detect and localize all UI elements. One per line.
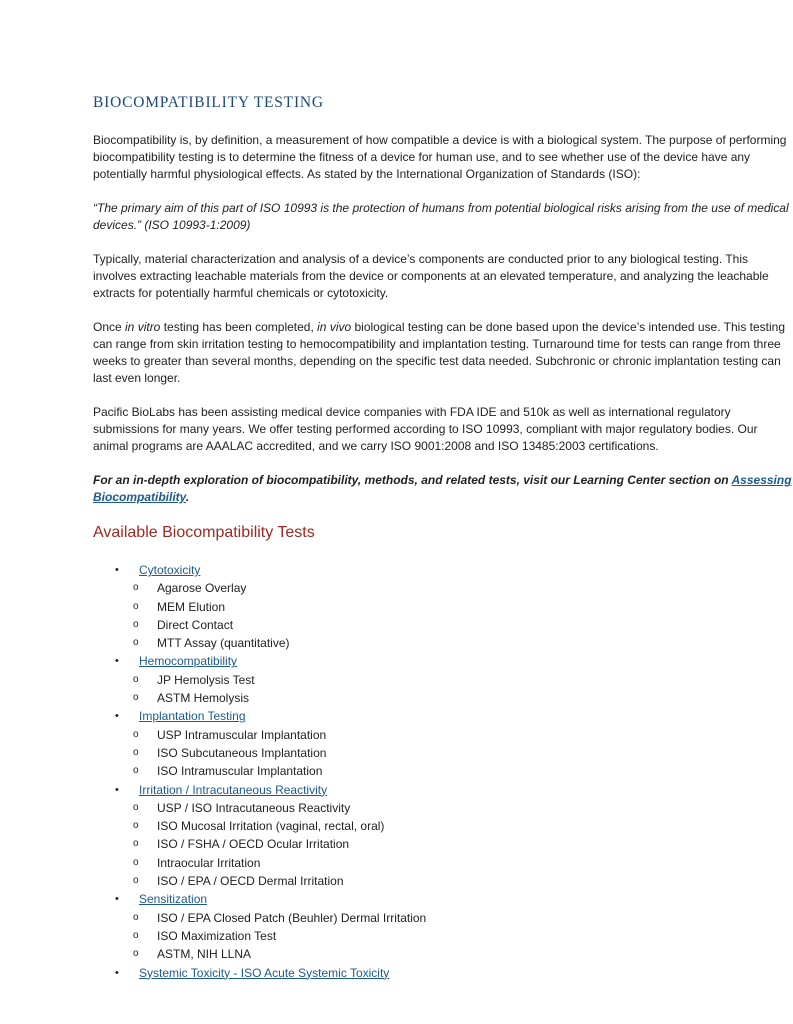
subtest-label: JP Hemolysis Test xyxy=(157,672,255,687)
invivo-once: Once xyxy=(93,320,126,334)
subtest-label: ASTM, NIH LLNA xyxy=(157,947,252,962)
subtest-label: Direct Contact xyxy=(157,617,234,632)
bullet-icon: • xyxy=(115,564,119,576)
pacific-biolabs-paragraph: Pacific BioLabs has been assisting medical device companies with FDA IDE and 510k as well as international regulatory submissions for many years. We offer testing performed according to ISO 10993, compliant with major regulatory bodies. Our animal programs are AAALAC accredited, and we carry ISO 9001:2008 and ISO 13485:2003 certifications. xyxy=(93,405,758,453)
subtest-list xyxy=(133,671,793,708)
subtest-item xyxy=(133,726,793,744)
subtest-item xyxy=(133,799,793,817)
subtest-label: MEM Elution xyxy=(157,599,226,614)
subtest-item xyxy=(133,945,793,963)
invivo-paragraph xyxy=(93,319,793,387)
subtest-item xyxy=(133,872,793,890)
circle-bullet-icon: o xyxy=(133,618,139,630)
tests-list xyxy=(93,561,793,982)
circle-bullet-icon: o xyxy=(133,582,139,594)
circle-bullet-icon: o xyxy=(133,801,139,813)
subtest-item xyxy=(133,927,793,945)
section-title: Available Biocompatibility Tests xyxy=(93,524,315,541)
bullet-icon: • xyxy=(115,966,119,979)
subtest-list xyxy=(133,726,793,781)
subtest-label: USP Intramuscular Implantation xyxy=(157,727,327,742)
subtest-item xyxy=(133,598,793,616)
subtest-item xyxy=(133,671,793,689)
test-category-link[interactable]: Cytotoxicity xyxy=(139,563,201,577)
subtest-item xyxy=(133,817,793,835)
test-category-item xyxy=(93,890,793,963)
test-category-link[interactable]: Systemic Toxicity - ISO Acute Systemic Toxicity xyxy=(139,965,390,980)
circle-bullet-icon: o xyxy=(133,875,139,887)
subtest-item xyxy=(133,854,793,872)
circle-bullet-icon: o xyxy=(133,820,139,832)
invivo-mid: testing has been completed, xyxy=(160,320,318,334)
subtest-item xyxy=(133,909,793,927)
test-category-item xyxy=(93,561,793,652)
subtest-item xyxy=(133,689,793,707)
subtest-label: Agarose Overlay xyxy=(157,581,247,596)
subtest-label: USP / ISO Intracutaneous Reactivity xyxy=(157,800,351,815)
circle-bullet-icon: o xyxy=(133,929,139,941)
subtest-item xyxy=(133,762,793,780)
subtest-list xyxy=(133,799,793,890)
subtest-label: ASTM Hemolysis xyxy=(157,691,250,706)
circle-bullet-icon: o xyxy=(133,856,139,868)
learning-center-callout xyxy=(93,472,793,506)
characterization-paragraph: Typically, material characterization and analysis of a device’s components are conducted prior to any biological testing. This involves extracting leachable materials from the device or components at an elevated temperature, and analyzing the leachable extracts for potentially harmful chemicals or cytotoxicity. xyxy=(93,252,769,300)
test-category-link[interactable]: Irritation / Intracutaneous Reactivity xyxy=(139,782,328,797)
subtest-list xyxy=(133,909,793,964)
invivo-rest: biological testing can be done based upon the device’s intended use. This testing can range from skin irritation testing to hemocompatibility and implantation testing. Turnaround time for tests can range from three weeks to greater than several months, depending on the specific test data needed. Subchronic or chronic implantation testing can last even longer. xyxy=(93,320,786,385)
subtest-label: MTT Assay (quantitative) xyxy=(157,636,290,651)
subtest-label: ISO / FSHA / OECD Ocular Irritation xyxy=(157,837,350,852)
subtest-item xyxy=(133,634,793,652)
circle-bullet-icon: o xyxy=(133,692,139,704)
subtest-label: Intraocular Irritation xyxy=(157,855,261,870)
circle-bullet-icon: o xyxy=(133,728,139,740)
bullet-icon: • xyxy=(115,783,119,796)
subtest-list xyxy=(133,579,793,652)
subtest-label: ISO Maximization Test xyxy=(157,928,277,943)
test-category-item xyxy=(93,707,793,780)
subtest-item xyxy=(133,579,793,597)
article-body xyxy=(93,94,793,982)
test-category-link[interactable]: Hemocompatibility xyxy=(139,654,238,669)
circle-bullet-icon: o xyxy=(133,746,139,758)
intro-paragraph: Biocompatibility is, by definition, a measurement of how compatible a device is with a biological system. The purpose of performing biocompatibility testing is to determine the fitness of a device for human use, and to see whether use of the device have any potentially harmful physiological effects. As stated by the International Organization of Standards (ISO): xyxy=(93,133,787,181)
circle-bullet-icon: o xyxy=(133,948,139,960)
circle-bullet-icon: o xyxy=(133,600,139,612)
iso-quote: “The primary aim of this part of ISO 10993 is the protection of humans from potential biological risks arising from the use of medical devices.” (ISO 10993-1:2009) xyxy=(93,201,789,232)
subtest-item xyxy=(133,835,793,853)
subtest-label: ISO Subcutaneous Implantation xyxy=(157,745,327,760)
in-vivo-term: in vivo xyxy=(317,320,352,334)
test-category-item xyxy=(93,781,793,891)
subtest-label: ISO Intramuscular Implantation xyxy=(157,764,323,779)
callout-suffix: . xyxy=(185,490,190,504)
test-category-link[interactable]: Sensitization xyxy=(139,892,208,907)
test-category-item xyxy=(93,652,793,707)
circle-bullet-icon: o xyxy=(133,673,139,685)
in-vitro-term: in vitro xyxy=(125,320,161,334)
circle-bullet-icon: o xyxy=(133,765,139,777)
subtest-item xyxy=(133,616,793,634)
test-category-item xyxy=(93,964,793,982)
page-title: BIOCOMPATIBILITY TESTING xyxy=(93,94,324,111)
bullet-icon: • xyxy=(115,893,119,906)
subtest-label: ISO / EPA / OECD Dermal Irritation xyxy=(157,874,344,889)
bullet-icon: • xyxy=(115,655,119,668)
subtest-label: ISO / EPA Closed Patch (Beuhler) Dermal Irritation xyxy=(157,910,427,925)
callout-text: For an in-depth exploration of biocompatibility, methods, and related tests, visit our Learning Center section on xyxy=(93,473,732,487)
bullet-icon: • xyxy=(115,710,119,723)
circle-bullet-icon: o xyxy=(133,838,139,850)
subtest-item xyxy=(133,744,793,762)
circle-bullet-icon: o xyxy=(133,637,139,649)
circle-bullet-icon: o xyxy=(133,911,139,923)
subtest-label: ISO Mucosal Irritation (vaginal, rectal, oral) xyxy=(157,819,385,834)
test-category-link[interactable]: Implantation Testing xyxy=(139,709,246,724)
assessing-biocompatibility-link[interactable]: Assessing Biocompatibility xyxy=(93,473,792,504)
